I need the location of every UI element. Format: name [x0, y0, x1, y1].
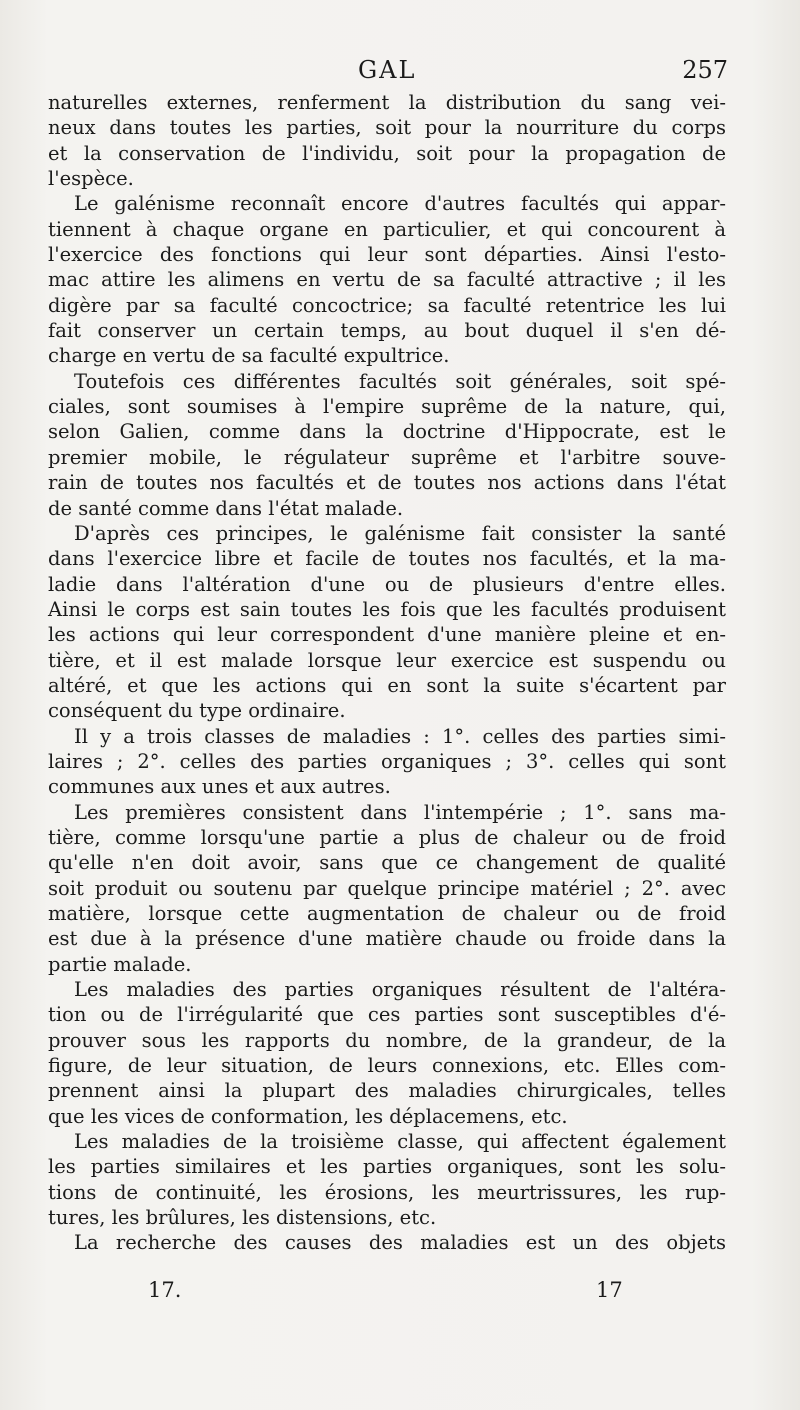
- text-line: Les maladies des parties organiques résultent de l'altéra-: [74, 978, 726, 1002]
- footer-signatures: [48, 1278, 738, 1308]
- text-line: D'après ces principes, le galénisme fait consister la santé: [74, 521, 726, 545]
- text-line: est due à la présence d'une matière chaude ou froide dans la: [48, 927, 726, 951]
- text-line: tion ou de l'irrégularité que ces parties sont susceptibles d'é-: [48, 1003, 726, 1027]
- text-line: tière, et il est malade lorsque leur exercice est suspendu ou: [48, 648, 726, 672]
- text-line: Le galénisme reconnaît encore d'autres facultés qui appar-: [74, 192, 726, 216]
- text-line: Toutefois ces différentes facultés soit générales, soit spé-: [74, 369, 726, 393]
- text-line: Il y a trois classes de maladies : 1°. celles des parties simi-: [74, 724, 726, 748]
- text-line: tiennent à chaque organe en particulier, et qui concourent à: [48, 217, 726, 241]
- text-line: l'exercice des fonctions qui leur sont départies. Ainsi l'esto-: [48, 243, 726, 267]
- text-line: communes aux unes et aux autres.: [48, 775, 391, 799]
- text-line: mac attire les alimens en vertu de sa faculté attractive ; il les: [48, 268, 726, 292]
- text-line: prouver sous les rapports du nombre, de la grandeur, de la: [48, 1028, 726, 1052]
- text-line: soit produit ou soutenu par quelque principe matériel ; 2°. avec: [48, 876, 726, 900]
- text-line: prennent ainsi la plupart des maladies chirurgicales, telles: [48, 1079, 726, 1103]
- text-line: matière, lorsque cette augmentation de chaleur ou de froid: [48, 902, 726, 925]
- text-line: selon Galien, comme dans la doctrine d'Hippocrate, est le: [48, 420, 726, 444]
- text-line: La recherche des causes des maladies est un des objets: [74, 1231, 726, 1255]
- text-line: figure, de leur situation, de leurs connexions, etc. Elles com-: [48, 1054, 726, 1078]
- text-line: tures, les brûlures, les distensions, etc.: [48, 1206, 437, 1230]
- text-line: Ainsi le corps est sain toutes les fois que les facultés produisent: [48, 597, 726, 621]
- text-line: premier mobile, le régulateur suprême et l'arbitre souve-: [48, 445, 726, 469]
- text-line: digère par sa faculté concoctrice; sa faculté retentrice les lui: [48, 293, 726, 317]
- text-line: ciales, sont soumises à l'empire suprême de la nature, qui,: [48, 395, 726, 419]
- text-line: et la conservation de l'individu, soit pour la propagation de: [48, 141, 726, 165]
- text-line: conséquent du type ordinaire.: [48, 699, 346, 723]
- text-line: rain de toutes nos facultés et de toutes nos actions dans l'état: [48, 471, 726, 495]
- text-line: ladie dans l'altération d'une ou de plusieurs d'entre elles.: [48, 572, 726, 596]
- text-line: charge en vertu de sa faculté expultrice.: [48, 344, 450, 368]
- page-number: 257: [682, 56, 728, 84]
- text-line: de santé comme dans l'état malade.: [48, 496, 404, 520]
- text-line: naturelles externes, renferment la distribution du sang vei-: [48, 91, 726, 114]
- text-line: partie malade.: [48, 952, 192, 976]
- text-line: dans l'exercice libre et facile de toutes nos facultés, et la ma-: [48, 547, 726, 571]
- text-line: Les premières consistent dans l'intempérie ; 1°. sans ma-: [74, 800, 726, 824]
- text-line: laires ; 2°. celles des parties organiques ; 3°. celles qui sont: [48, 749, 726, 773]
- text-line: l'espèce.: [48, 167, 134, 191]
- text-line: qu'elle n'en doit avoir, sans que ce changement de qualité: [48, 851, 726, 875]
- text-line: que les vices de conformation, les déplacemens, etc.: [48, 1104, 568, 1128]
- body-text: [48, 90, 726, 1256]
- text-line: altéré, et que les actions qui en sont la suite s'écartent par: [48, 673, 726, 697]
- text-line: Les maladies de la troisième classe, qui affectent également: [74, 1130, 726, 1154]
- text-line: neux dans toutes les parties, soit pour la nourriture du corps: [48, 116, 726, 140]
- text-line: les parties similaires et les parties organiques, sont les solu-: [48, 1155, 726, 1179]
- running-header: [48, 56, 738, 92]
- text-line: les actions qui leur correspondent d'une manière pleine et en-: [48, 623, 726, 647]
- text-line: tions de continuité, les érosions, les meurtrissures, les rup-: [48, 1180, 726, 1204]
- signature-mark-right: 17: [596, 1278, 623, 1302]
- signature-mark-left: 17.: [148, 1278, 182, 1302]
- text-line: tière, comme lorsqu'une partie a plus de chaleur ou de froid: [48, 825, 726, 849]
- text-line: fait conserver un certain temps, au bout duquel il s'en dé-: [48, 319, 726, 343]
- running-title: GAL: [358, 56, 417, 84]
